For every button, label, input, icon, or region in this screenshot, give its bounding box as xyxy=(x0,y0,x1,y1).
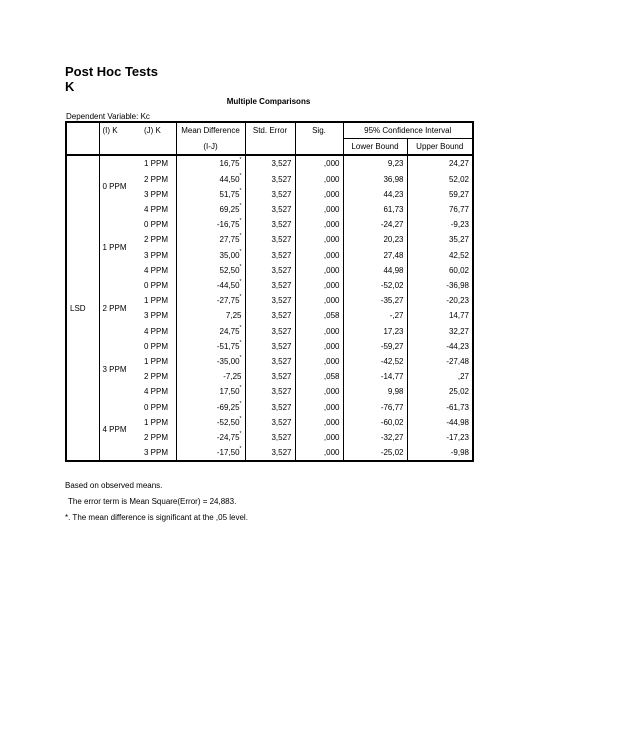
std-error-cell: 3,527 xyxy=(245,354,295,369)
sig-cell: ,000 xyxy=(295,217,343,232)
j-label: 0 PPM xyxy=(144,402,169,412)
std-error-cell: 3,527 xyxy=(245,278,295,293)
significance-marker: * xyxy=(239,294,242,301)
std-error-cell: 3,527 xyxy=(245,430,295,445)
std-error-cell: 3,527 xyxy=(245,248,295,263)
header-lower-bound: Lower Bound xyxy=(343,139,407,156)
i-group-label: 3 PPM xyxy=(99,339,141,400)
sig-cell: ,000 xyxy=(295,278,343,293)
upper-bound-cell: -17,23 xyxy=(407,430,473,445)
method-label: LSD xyxy=(66,155,99,461)
upper-bound-cell: -27,48 xyxy=(407,354,473,369)
std-error-cell: 3,527 xyxy=(245,232,295,247)
sig-cell: ,000 xyxy=(295,172,343,187)
mean-difference-cell xyxy=(176,308,245,323)
footnote-significance-marker: * xyxy=(65,513,69,522)
j-label: 2 PPM xyxy=(144,372,169,382)
sig-cell: ,000 xyxy=(295,339,343,354)
mean-difference-cell xyxy=(176,187,245,202)
mean-difference-value: -16,75 xyxy=(216,220,240,230)
header-confidence-interval: 95% Confidence Interval xyxy=(343,122,473,139)
j-label: 3 PPM xyxy=(144,189,169,199)
dependent-variable-label: Dependent Variable: Kc xyxy=(66,112,150,121)
upper-bound-cell: -20,23 xyxy=(407,293,473,308)
mean-difference-cell xyxy=(176,202,245,217)
footnote-significance xyxy=(65,513,248,522)
header-blank-sig xyxy=(295,139,343,156)
j-label: 3 PPM xyxy=(141,445,176,461)
std-error-cell: 3,527 xyxy=(245,369,295,384)
significance-marker: * xyxy=(239,203,242,210)
header-sig: Sig. xyxy=(295,122,343,139)
i-group-label: 0 PPM xyxy=(99,155,141,217)
upper-bound-cell: -44,23 xyxy=(407,339,473,354)
j-label: 0 PPM xyxy=(144,220,169,230)
lower-bound-cell: 27,48 xyxy=(343,248,407,263)
sig-cell: ,000 xyxy=(295,263,343,278)
mean-difference-cell xyxy=(176,172,245,187)
mean-difference-cell xyxy=(176,369,245,384)
mean-difference-value: 51,75 xyxy=(219,189,240,199)
lower-bound-cell: -59,27 xyxy=(343,339,407,354)
mean-difference-value: -27,75 xyxy=(216,296,240,306)
i-group-label: 1 PPM xyxy=(99,217,141,278)
lower-bound-cell: 9,98 xyxy=(343,384,407,399)
j-label: 0 PPM xyxy=(144,341,169,351)
std-error-cell: 3,527 xyxy=(245,445,295,461)
j-label: 2 PPM xyxy=(144,235,169,245)
header-std-error: Std. Error xyxy=(245,122,295,139)
mean-difference-value: 69,25 xyxy=(219,205,240,215)
std-error-cell: 3,527 xyxy=(245,217,295,232)
mean-difference-value: -51,75 xyxy=(216,341,240,351)
j-label: 3 PPM xyxy=(144,250,169,260)
sig-cell: ,000 xyxy=(295,384,343,399)
upper-bound-cell: -9,23 xyxy=(407,217,473,232)
upper-bound-cell: ,27 xyxy=(407,369,473,384)
std-error-cell: 3,527 xyxy=(245,202,295,217)
mean-difference-cell xyxy=(176,445,245,461)
sig-cell: ,000 xyxy=(295,430,343,445)
j-label: 1 PPM xyxy=(144,417,169,427)
std-error-cell: 3,527 xyxy=(245,415,295,430)
mean-difference-cell xyxy=(176,354,245,369)
header-mean-difference-sub: (I-J) xyxy=(176,139,245,156)
lower-bound-cell: 44,23 xyxy=(343,187,407,202)
multiple-comparisons-table xyxy=(65,121,474,462)
footnote-significance-text: . The mean difference is significant at the ,05 level. xyxy=(68,513,248,522)
mean-difference-cell xyxy=(176,400,245,415)
significance-marker: * xyxy=(239,385,242,392)
mean-difference-value: 35,00 xyxy=(219,250,240,260)
header-mean-difference: Mean Difference xyxy=(176,122,245,139)
mean-difference-value: -52,50 xyxy=(216,417,240,427)
upper-bound-cell: 14,77 xyxy=(407,308,473,323)
table-caption: Multiple Comparisons xyxy=(226,97,311,106)
std-error-cell: 3,527 xyxy=(245,339,295,354)
upper-bound-cell: 60,02 xyxy=(407,263,473,278)
header-upper-bound: Upper Bound xyxy=(407,139,473,156)
significance-marker: * xyxy=(239,355,242,362)
header-row-2 xyxy=(66,139,473,156)
footnote-error-term: The error term is Mean Square(Error) = 24,883. xyxy=(68,497,237,506)
upper-bound-cell: 52,02 xyxy=(407,172,473,187)
sig-cell: ,000 xyxy=(295,354,343,369)
sig-cell: ,000 xyxy=(295,400,343,415)
lower-bound-cell: 36,98 xyxy=(343,172,407,187)
std-error-cell: 3,527 xyxy=(245,155,295,171)
sig-cell: ,000 xyxy=(295,324,343,339)
upper-bound-cell: 35,27 xyxy=(407,232,473,247)
lower-bound-cell: -32,27 xyxy=(343,430,407,445)
lower-bound-cell: -24,27 xyxy=(343,217,407,232)
j-label: 1 PPM xyxy=(144,159,169,169)
std-error-cell: 3,527 xyxy=(245,263,295,278)
mean-difference-value: 17,50 xyxy=(219,387,240,397)
significance-marker: * xyxy=(239,324,242,331)
header-blank xyxy=(66,122,99,139)
header-blank-2 xyxy=(66,139,99,156)
mean-difference-cell xyxy=(176,232,245,247)
significance-marker: * xyxy=(239,263,242,270)
std-error-cell: 3,527 xyxy=(245,308,295,323)
lower-bound-cell: -60,02 xyxy=(343,415,407,430)
footnote-based-on: Based on observed means. xyxy=(65,481,163,490)
upper-bound-cell: 24,27 xyxy=(407,155,473,171)
j-label: 4 PPM xyxy=(144,265,169,275)
lower-bound-cell: -14,77 xyxy=(343,369,407,384)
mean-difference-cell xyxy=(176,217,245,232)
sig-cell: ,058 xyxy=(295,369,343,384)
section-subtitle: K xyxy=(65,79,75,94)
mean-difference-value: -7,25 xyxy=(223,372,242,382)
header-i: (I) K xyxy=(99,122,141,139)
mean-difference-cell xyxy=(176,415,245,430)
std-error-cell: 3,527 xyxy=(245,324,295,339)
mean-difference-value: 24,75 xyxy=(219,326,240,336)
table-row xyxy=(66,155,473,171)
sig-cell: ,000 xyxy=(295,232,343,247)
lower-bound-cell: -52,02 xyxy=(343,278,407,293)
lower-bound-cell: -25,02 xyxy=(343,445,407,461)
significance-marker: * xyxy=(239,172,242,179)
significance-marker: * xyxy=(239,233,242,240)
lower-bound-cell: -76,77 xyxy=(343,400,407,415)
j-label: 2 PPM xyxy=(144,174,169,184)
significance-marker: * xyxy=(239,431,242,438)
sig-cell: ,000 xyxy=(295,187,343,202)
table-row xyxy=(66,217,473,232)
std-error-cell: 3,527 xyxy=(245,187,295,202)
std-error-cell: 3,527 xyxy=(245,172,295,187)
j-label: 3 PPM xyxy=(144,311,169,321)
header-blank-i xyxy=(99,139,141,156)
significance-marker: * xyxy=(239,279,242,286)
mean-difference-value: 27,75 xyxy=(219,235,240,245)
header-blank-se xyxy=(245,139,295,156)
upper-bound-cell: 76,77 xyxy=(407,202,473,217)
lower-bound-cell: 61,73 xyxy=(343,202,407,217)
header-j: (J) K xyxy=(141,122,176,139)
mean-difference-cell xyxy=(176,155,245,171)
mean-difference-value: 7,25 xyxy=(225,311,242,321)
table-body xyxy=(66,155,473,461)
significance-marker: * xyxy=(239,248,242,255)
j-label: 4 PPM xyxy=(144,205,169,215)
sig-cell: ,000 xyxy=(295,248,343,263)
mean-difference-value: -69,25 xyxy=(216,402,240,412)
mean-difference-value: 44,50 xyxy=(219,174,240,184)
sig-cell: ,000 xyxy=(295,202,343,217)
significance-marker: * xyxy=(239,218,242,225)
table-row xyxy=(66,400,473,415)
significance-marker: * xyxy=(239,339,242,346)
mean-difference-cell xyxy=(176,430,245,445)
std-error-cell: 3,527 xyxy=(245,400,295,415)
upper-bound-cell: -44,98 xyxy=(407,415,473,430)
j-label: 1 PPM xyxy=(144,296,169,306)
significance-marker: * xyxy=(239,157,242,164)
lower-bound-cell: 44,98 xyxy=(343,263,407,278)
header-blank-j xyxy=(141,139,176,156)
table-row xyxy=(66,278,473,293)
j-label: 4 PPM xyxy=(144,326,169,336)
lower-bound-cell: -42,52 xyxy=(343,354,407,369)
mean-difference-value: -24,75 xyxy=(216,433,240,443)
j-label: 0 PPM xyxy=(144,281,169,291)
upper-bound-cell: -36,98 xyxy=(407,278,473,293)
mean-difference-cell xyxy=(176,263,245,278)
j-label: 1 PPM xyxy=(144,357,169,367)
j-label: 2 PPM xyxy=(144,433,169,443)
mean-difference-value: -44,50 xyxy=(216,281,240,291)
significance-marker: * xyxy=(239,446,242,453)
mean-difference-value: -17,50 xyxy=(216,448,240,458)
significance-marker: * xyxy=(239,400,242,407)
significance-marker: * xyxy=(239,187,242,194)
significance-marker: * xyxy=(239,415,242,422)
sig-cell: ,000 xyxy=(295,415,343,430)
lower-bound-cell: 20,23 xyxy=(343,232,407,247)
header-row-1 xyxy=(66,122,473,139)
sig-cell: ,000 xyxy=(295,155,343,171)
mean-difference-cell xyxy=(176,293,245,308)
upper-bound-cell: 59,27 xyxy=(407,187,473,202)
lower-bound-cell: 17,23 xyxy=(343,324,407,339)
mean-difference-cell xyxy=(176,278,245,293)
upper-bound-cell: 32,27 xyxy=(407,324,473,339)
lower-bound-cell: -,27 xyxy=(343,308,407,323)
sig-cell: ,058 xyxy=(295,308,343,323)
lower-bound-cell: -35,27 xyxy=(343,293,407,308)
std-error-cell: 3,527 xyxy=(245,384,295,399)
upper-bound-cell: -9,98 xyxy=(407,445,473,461)
sig-cell: ,000 xyxy=(295,445,343,461)
i-group-label: 2 PPM xyxy=(99,278,141,339)
table-row xyxy=(66,339,473,354)
upper-bound-cell: 42,52 xyxy=(407,248,473,263)
mean-difference-cell xyxy=(176,324,245,339)
upper-bound-cell: -61,73 xyxy=(407,400,473,415)
sig-cell: ,000 xyxy=(295,293,343,308)
mean-difference-value: -35,00 xyxy=(216,357,240,367)
lower-bound-cell: 9,23 xyxy=(343,155,407,171)
i-group-label: 4 PPM xyxy=(99,400,141,462)
mean-difference-value: 52,50 xyxy=(219,265,240,275)
std-error-cell: 3,527 xyxy=(245,293,295,308)
upper-bound-cell: 25,02 xyxy=(407,384,473,399)
mean-difference-cell xyxy=(176,384,245,399)
mean-difference-cell xyxy=(176,339,245,354)
section-title: Post Hoc Tests xyxy=(65,64,158,79)
mean-difference-cell xyxy=(176,248,245,263)
j-label: 4 PPM xyxy=(144,387,169,397)
mean-difference-value: 16,75 xyxy=(219,159,240,169)
